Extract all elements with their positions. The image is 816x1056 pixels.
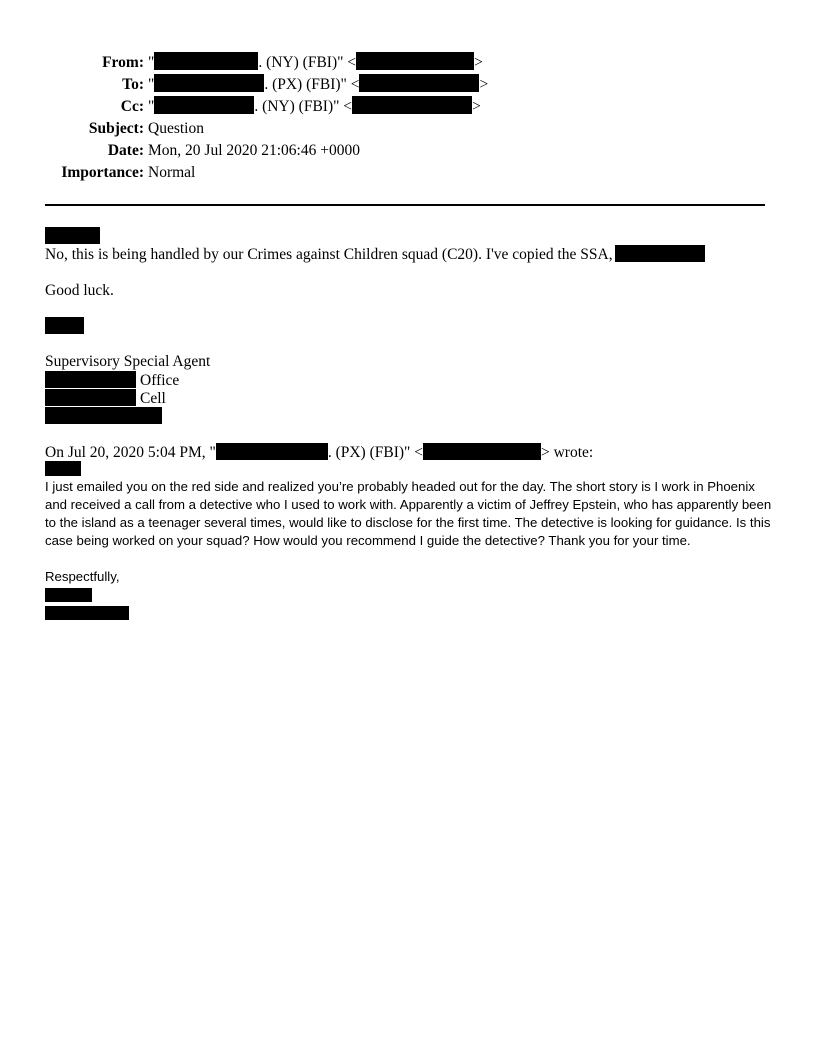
to-value: " . (PX) (FBI)" < > xyxy=(148,76,489,93)
date-row xyxy=(0,140,600,162)
redaction xyxy=(154,74,264,92)
redaction xyxy=(45,588,92,602)
redaction xyxy=(45,317,84,334)
redaction xyxy=(423,443,541,460)
subject-label: Subject: xyxy=(88,120,144,137)
redaction xyxy=(216,443,328,460)
quoted-body: I just emailed you on the red side and realized you’re probably headed out for the day. The short story is I work in Phoenix and received a call from a detective who I used to work with. Apparently a victim of Jeffrey Epstein, who has apparently been to the island as a teenager several times, would like to disclose for the first time. The detective is looking for guidance. Is this case being worked on your squad? How would you recommend I guide the detective? Thank you for your time. xyxy=(45,479,772,548)
reply-body: No, this is being handled by our Crimes against Children squad (C20). I've copied the SSA, xyxy=(45,245,705,264)
redaction xyxy=(45,606,129,620)
from-value: " . (NY) (FBI)" < > xyxy=(148,54,483,71)
cc-label: Cc: xyxy=(120,98,144,115)
redaction xyxy=(615,245,705,262)
redaction xyxy=(359,74,479,92)
date-value: Mon, 20 Jul 2020 21:06:46 +0000 xyxy=(148,142,360,159)
to-row xyxy=(0,74,600,96)
importance-value: Normal xyxy=(148,164,196,181)
cc-value: " . (NY) (FBI)" < > xyxy=(148,98,481,115)
redaction xyxy=(352,96,472,114)
importance-label: Importance: xyxy=(61,164,144,181)
from-label: From: xyxy=(102,54,144,71)
redaction xyxy=(45,461,81,476)
quoted-signoff: Respectfully, xyxy=(45,569,120,584)
from-row xyxy=(0,52,600,74)
redaction xyxy=(45,371,136,388)
header-divider xyxy=(45,204,765,206)
reply-closing: Good luck. xyxy=(45,282,114,299)
subject-row xyxy=(0,118,600,140)
quoted-intro: On Jul 20, 2020 5:04 PM, " . (PX) (FBI)" < > wrote: xyxy=(45,444,594,461)
date-label: Date: xyxy=(107,142,144,159)
importance-row xyxy=(0,162,600,184)
signature-title: Supervisory Special Agent xyxy=(45,353,211,370)
cc-row xyxy=(0,96,600,118)
redaction xyxy=(154,52,258,70)
to-label: To: xyxy=(122,76,144,93)
redaction xyxy=(154,96,254,114)
redaction xyxy=(45,227,100,244)
redaction xyxy=(45,407,162,424)
subject-value: Question xyxy=(148,120,204,137)
signature-office: Office xyxy=(45,371,179,390)
signature-cell: Cell xyxy=(45,389,166,408)
redaction xyxy=(356,52,474,70)
redaction xyxy=(45,389,136,406)
